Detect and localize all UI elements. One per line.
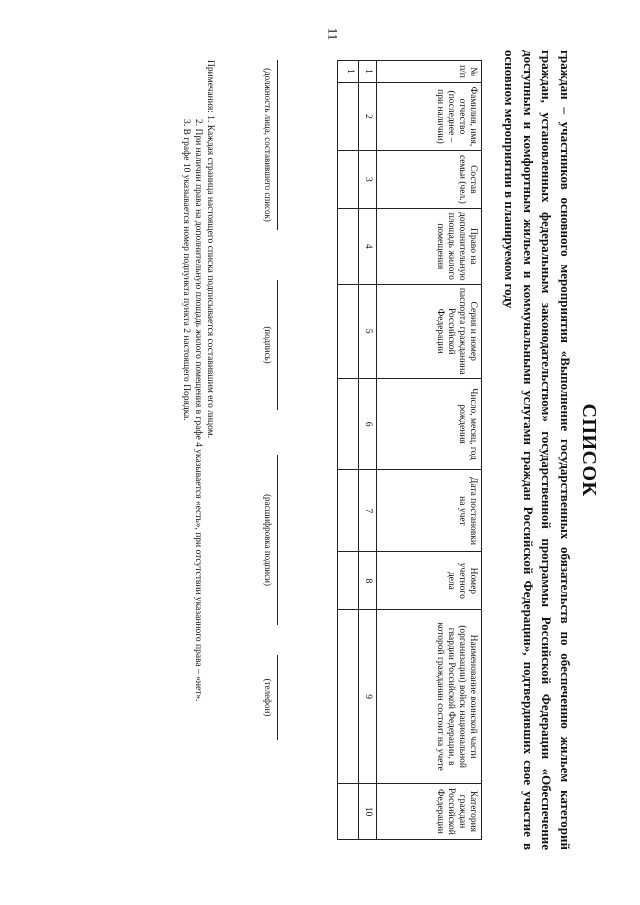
- table-cell: [338, 208, 359, 284]
- column-number: 2: [359, 82, 377, 150]
- column-number: 5: [359, 284, 377, 378]
- column-number: 3: [359, 150, 377, 208]
- column-header: Фамилия, имя, отчество (последнее – при наличии): [377, 82, 482, 150]
- column-number: 1: [359, 61, 377, 83]
- table-header-row: [377, 61, 482, 840]
- table-cell: [338, 552, 359, 610]
- column-number: 8: [359, 552, 377, 610]
- table-cell: [338, 470, 359, 552]
- table-cell: 1: [338, 61, 359, 83]
- document-subtitle: граждан – участников основного мероприятия «Выполнение государственных обязательств по обеспечению жильем категорий граждан, установленных федеральным законодательством» государственной программы Российской Федерации «Обеспечение доступным и комфортным жильем и коммунальными услугами граждан Российской Федерации», подтвердивших свое участие в основном мероприятии в планируемом году: [502, 50, 573, 850]
- column-header: Число, месяц, год рождения: [377, 378, 482, 470]
- page-number: 11: [325, 27, 341, 41]
- table-cell: [338, 378, 359, 470]
- column-number: 9: [359, 610, 377, 784]
- table-row: [338, 61, 359, 840]
- column-header: Состав семьи (чел.): [377, 150, 482, 208]
- note-item: [204, 60, 216, 840]
- phone-caption: (телефон): [263, 655, 278, 740]
- position-caption: (должность лица, составившего список): [263, 60, 278, 230]
- note-item: 3. В графе 10 указывается номер подпункта пункта 2 настоящего Порядка.: [181, 119, 191, 421]
- column-header: Дата постановки на учет: [377, 470, 482, 552]
- document-title: СПИСОК: [578, 403, 600, 497]
- column-header: Право на дополнительную площадь жилого помещения: [377, 208, 482, 284]
- column-header: Категория граждан Российской Федерации: [377, 783, 482, 839]
- column-number: 10: [359, 783, 377, 839]
- column-number: 6: [359, 378, 377, 470]
- column-number: 7: [359, 470, 377, 552]
- table-cell: [338, 82, 359, 150]
- participants-table: [337, 60, 482, 840]
- signature-caption: (подпись): [263, 280, 278, 410]
- notes-block: [180, 60, 216, 840]
- table-cell: [338, 284, 359, 378]
- table-cell: [338, 610, 359, 784]
- column-header: Номер учетного дела: [377, 552, 482, 610]
- signature-decoding-caption: (расшифровка подписи): [263, 455, 278, 625]
- column-number: 4: [359, 208, 377, 284]
- column-header: Наименование воинской части (организации) войск национальной гвардии Российской Федерации, в которой гражданин состоит на учете: [377, 610, 482, 784]
- column-number-row: [359, 61, 377, 840]
- note-text: 1. Каждая страница настоящего списка подписывается составившим его лицом.: [205, 115, 215, 439]
- table-cell: [338, 783, 359, 839]
- notes-label: Примечания:: [205, 60, 215, 113]
- column-header: Серия и номер паспорта гражданина Российской Федерации: [377, 284, 482, 378]
- signature-block: [238, 60, 278, 840]
- table-cell: [338, 150, 359, 208]
- column-header: № п/п: [377, 61, 482, 83]
- note-item: 2. При наличии права на дополнительную площадь жилого помещения в графе 4 указывается «есть», при отсутствии указанного права – «нет».: [193, 119, 203, 702]
- document-sheet: [40, 40, 600, 860]
